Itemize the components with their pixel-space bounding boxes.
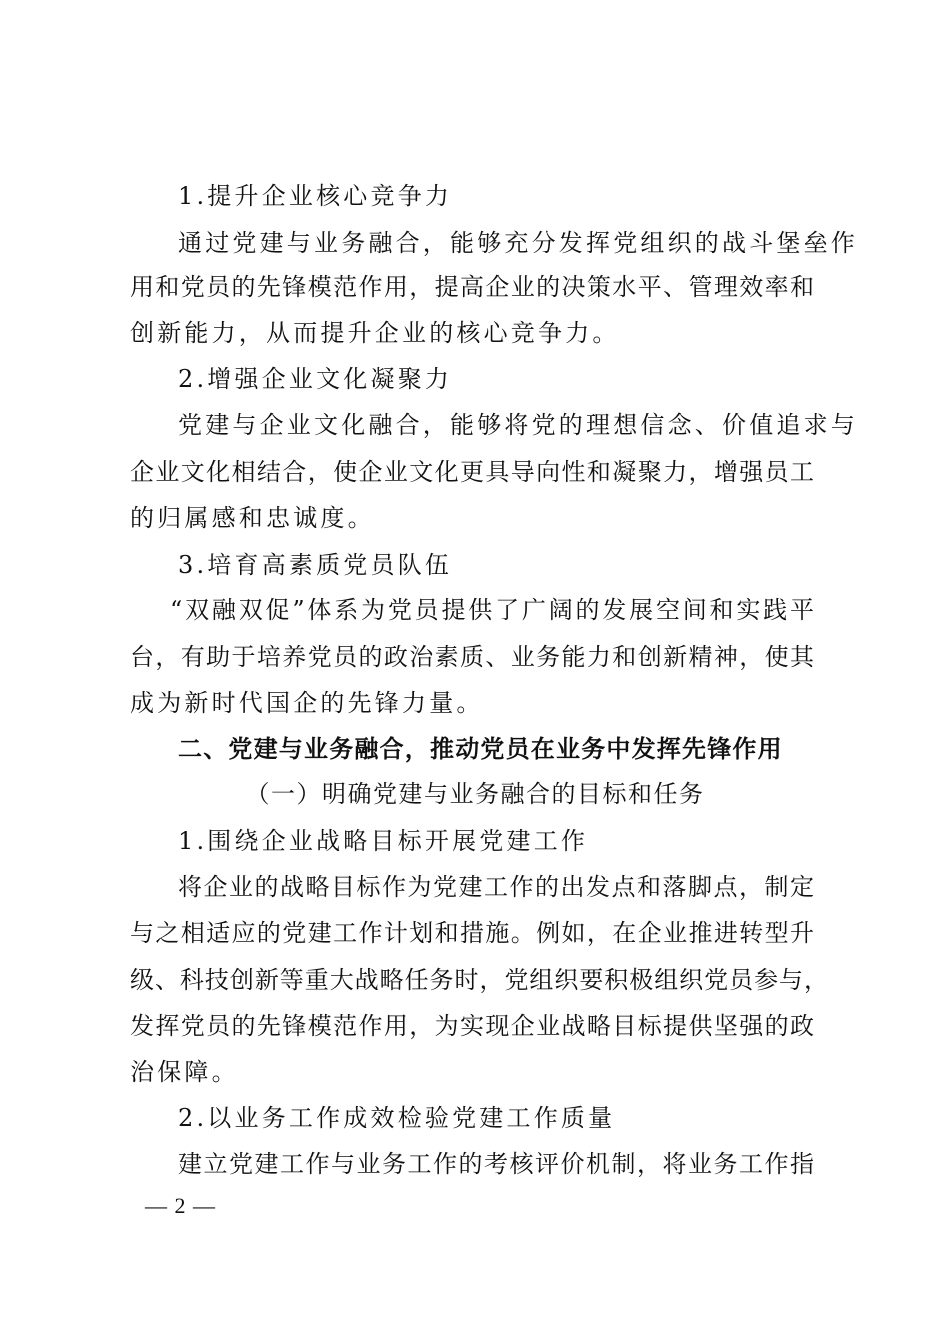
paragraph-line: 级、科技创新等重大战略任务时，党组织要积极组织党员参与， (130, 966, 828, 994)
subheading: 3.培育高素质党员队伍 (178, 551, 453, 579)
paragraph-line: 建立党建工作与业务工作的考核评价机制，将业务工作指 (178, 1150, 814, 1178)
paragraph-line: 将企业的战略目标作为党建工作的出发点和落脚点，制定 (178, 873, 814, 901)
paragraph-line: 治保障。 (130, 1058, 239, 1086)
paragraph-line: 的归属感和忠诚度。 (130, 504, 375, 532)
paragraph-line: 台，有助于培养党员的政治素质、业务能力和创新精神，使其 (130, 643, 814, 671)
paragraph-line: 党建与企业文化融合，能够将党的理想信念、价值追求与 (178, 411, 858, 439)
paragraph-line: 企业文化相结合，使企业文化更具导向性和凝聚力，增强员工 (130, 458, 814, 486)
subheading: 1.提升企业核心竞争力 (178, 182, 453, 210)
paragraph-line: 用和党员的先锋模范作用，提高企业的决策水平、管理效率和 (130, 273, 814, 301)
paragraph-line: 成为新时代国企的先锋力量。 (130, 689, 484, 717)
subheading: 2.以业务工作成效检验党建工作质量 (178, 1104, 616, 1132)
section-heading: 二、党建与业务融合，推动党员在业务中发挥先锋作用 (178, 735, 783, 763)
paragraph-line: 发挥党员的先锋模范作用，为实现企业战略目标提供坚强的政 (130, 1012, 814, 1040)
subheading: 2.增强企业文化凝聚力 (178, 365, 453, 393)
paragraph-line: 通过党建与业务融合，能够充分发挥党组织的战斗堡垒作 (178, 229, 858, 257)
subsection-heading: （一）明确党建与业务融合的目标和任务 (245, 780, 705, 808)
paragraph-line: 创新能力，从而提升企业的核心竞争力。 (130, 319, 620, 347)
paragraph-line: “双融双促”体系为党员提供了广阔的发展空间和实践平 (170, 596, 814, 624)
paragraph-line: 与之相适应的党建工作计划和措施。例如，在企业推进转型升 (130, 919, 814, 947)
page-number: — 2 — (145, 1193, 216, 1218)
subheading: 1.围绕企业战略目标开展党建工作 (178, 827, 589, 855)
